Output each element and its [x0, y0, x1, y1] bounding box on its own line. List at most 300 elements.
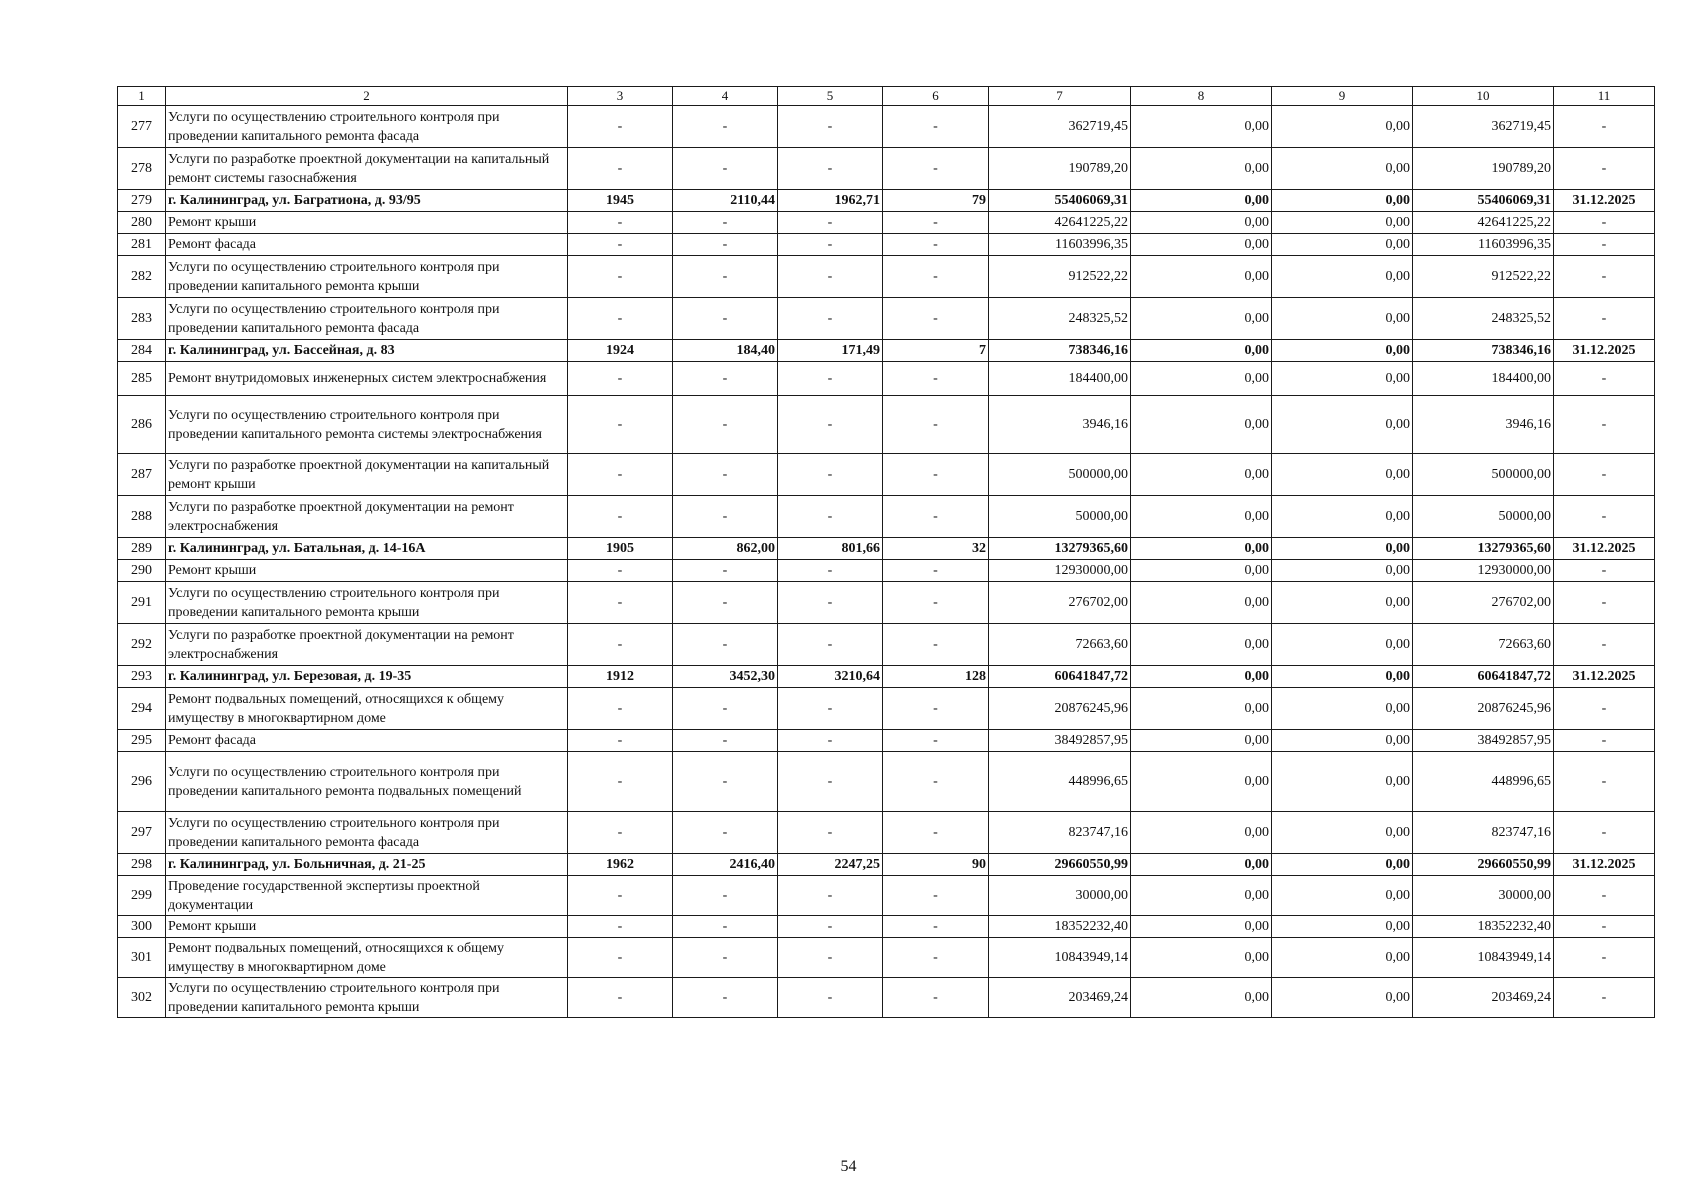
- year-built: -: [568, 812, 673, 854]
- work-row: [118, 582, 1655, 624]
- year-built: -: [568, 496, 673, 538]
- work-row: [118, 396, 1655, 454]
- cost-col-8: 0,00: [1131, 362, 1272, 396]
- work-name: Услуги по осуществлению строительного контроля при проведении капитального ремонта крыши: [166, 582, 568, 624]
- work-name: Ремонт внутридомовых инженерных систем электроснабжения: [166, 362, 568, 396]
- residents: -: [883, 212, 989, 234]
- cost-col-8: 0,00: [1131, 106, 1272, 148]
- row-index: 277: [118, 106, 166, 148]
- column-number: 4: [673, 87, 778, 106]
- residents: -: [883, 362, 989, 396]
- work-row: [118, 212, 1655, 234]
- cost-col-8: 0,00: [1131, 396, 1272, 454]
- completion-date: 31.12.2025: [1554, 538, 1655, 560]
- year-built: -: [568, 560, 673, 582]
- cost-col-10: 184400,00: [1413, 362, 1554, 396]
- cost-col-10: 912522,22: [1413, 256, 1554, 298]
- living-area: -: [778, 876, 883, 916]
- completion-date: -: [1554, 752, 1655, 812]
- cost-col-8: 0,00: [1131, 916, 1272, 938]
- year-built: -: [568, 396, 673, 454]
- work-row: [118, 496, 1655, 538]
- residents: 90: [883, 854, 989, 876]
- column-number: 11: [1554, 87, 1655, 106]
- row-index: 289: [118, 538, 166, 560]
- cost-col-8: 0,00: [1131, 624, 1272, 666]
- completion-date: -: [1554, 876, 1655, 916]
- residents: 128: [883, 666, 989, 688]
- cost-col-9: 0,00: [1272, 978, 1413, 1018]
- residents: -: [883, 812, 989, 854]
- work-row: [118, 916, 1655, 938]
- cost-col-8: 0,00: [1131, 190, 1272, 212]
- living-area: -: [778, 752, 883, 812]
- cost-col-10: 448996,65: [1413, 752, 1554, 812]
- table-body: [118, 87, 1655, 1018]
- cost-col-8: 0,00: [1131, 340, 1272, 362]
- cost-col-9: 0,00: [1272, 340, 1413, 362]
- cost-col-8: 0,00: [1131, 812, 1272, 854]
- cost-col-8: 0,00: [1131, 854, 1272, 876]
- year-built: 1924: [568, 340, 673, 362]
- row-index: 297: [118, 812, 166, 854]
- total-cost: 29660550,99: [989, 854, 1131, 876]
- row-index: 282: [118, 256, 166, 298]
- work-name: Ремонт подвальных помещений, относящихся к общему имуществу в многоквартирном доме: [166, 938, 568, 978]
- total-cost: 18352232,40: [989, 916, 1131, 938]
- total-area: -: [673, 876, 778, 916]
- completion-date: 31.12.2025: [1554, 854, 1655, 876]
- work-name: Услуги по осуществлению строительного контроля при проведении капитального ремонта подвальных помещений: [166, 752, 568, 812]
- work-name: Ремонт крыши: [166, 560, 568, 582]
- year-built: -: [568, 730, 673, 752]
- row-index: 293: [118, 666, 166, 688]
- work-name: г. Калининград, ул. Багратиона, д. 93/95: [166, 190, 568, 212]
- total-area: -: [673, 396, 778, 454]
- living-area: -: [778, 560, 883, 582]
- total-area: -: [673, 106, 778, 148]
- total-cost: 55406069,31: [989, 190, 1131, 212]
- completion-date: -: [1554, 582, 1655, 624]
- column-number: 5: [778, 87, 883, 106]
- residents: -: [883, 496, 989, 538]
- completion-date: -: [1554, 730, 1655, 752]
- residents: 7: [883, 340, 989, 362]
- residents: -: [883, 582, 989, 624]
- work-row: [118, 362, 1655, 396]
- cost-col-10: 738346,16: [1413, 340, 1554, 362]
- completion-date: -: [1554, 256, 1655, 298]
- work-name: Услуги по разработке проектной документации на капитальный ремонт системы газоснабжения: [166, 148, 568, 190]
- page-number: 54: [840, 1158, 857, 1175]
- cost-col-10: 11603996,35: [1413, 234, 1554, 256]
- row-index: 300: [118, 916, 166, 938]
- residents: -: [883, 624, 989, 666]
- address-row: [118, 538, 1655, 560]
- completion-date: -: [1554, 396, 1655, 454]
- row-index: 288: [118, 496, 166, 538]
- cost-col-10: 50000,00: [1413, 496, 1554, 538]
- total-cost: 12930000,00: [989, 560, 1131, 582]
- residents: -: [883, 560, 989, 582]
- work-name: Услуги по осуществлению строительного контроля при проведении капитального ремонта фасада: [166, 298, 568, 340]
- cost-col-10: 203469,24: [1413, 978, 1554, 1018]
- cost-col-8: 0,00: [1131, 298, 1272, 340]
- year-built: -: [568, 916, 673, 938]
- cost-col-10: 20876245,96: [1413, 688, 1554, 730]
- cost-col-10: 248325,52: [1413, 298, 1554, 340]
- work-name: Услуги по осуществлению строительного контроля при проведении капитального ремонта крыши: [166, 256, 568, 298]
- year-built: -: [568, 752, 673, 812]
- cost-col-9: 0,00: [1272, 752, 1413, 812]
- completion-date: -: [1554, 454, 1655, 496]
- total-area: 2110,44: [673, 190, 778, 212]
- work-name: г. Калининград, ул. Бассейная, д. 83: [166, 340, 568, 362]
- year-built: 1945: [568, 190, 673, 212]
- completion-date: -: [1554, 362, 1655, 396]
- cost-col-8: 0,00: [1131, 234, 1272, 256]
- total-cost: 60641847,72: [989, 666, 1131, 688]
- cost-col-8: 0,00: [1131, 148, 1272, 190]
- residents: -: [883, 396, 989, 454]
- row-index: 280: [118, 212, 166, 234]
- work-row: [118, 752, 1655, 812]
- work-name: Проведение государственной экспертизы проектной документации: [166, 876, 568, 916]
- completion-date: -: [1554, 560, 1655, 582]
- cost-col-9: 0,00: [1272, 812, 1413, 854]
- residents: -: [883, 256, 989, 298]
- year-built: -: [568, 256, 673, 298]
- completion-date: -: [1554, 938, 1655, 978]
- total-cost: 50000,00: [989, 496, 1131, 538]
- cost-col-9: 0,00: [1272, 624, 1413, 666]
- living-area: -: [778, 106, 883, 148]
- cost-col-10: 10843949,14: [1413, 938, 1554, 978]
- capital-repair-table: [117, 86, 1655, 1018]
- work-name: Услуги по осуществлению строительного контроля при проведении капитального ремонта фасада: [166, 812, 568, 854]
- residents: -: [883, 454, 989, 496]
- living-area: -: [778, 256, 883, 298]
- cost-col-8: 0,00: [1131, 212, 1272, 234]
- row-index: 279: [118, 190, 166, 212]
- living-area: 2247,25: [778, 854, 883, 876]
- cost-col-9: 0,00: [1272, 190, 1413, 212]
- total-cost: 276702,00: [989, 582, 1131, 624]
- living-area: -: [778, 496, 883, 538]
- address-row: [118, 340, 1655, 362]
- cost-col-9: 0,00: [1272, 212, 1413, 234]
- work-row: [118, 256, 1655, 298]
- living-area: -: [778, 688, 883, 730]
- residents: -: [883, 916, 989, 938]
- year-built: -: [568, 298, 673, 340]
- living-area: -: [778, 916, 883, 938]
- work-row: [118, 624, 1655, 666]
- residents: -: [883, 298, 989, 340]
- total-area: -: [673, 256, 778, 298]
- row-index: 283: [118, 298, 166, 340]
- total-area: -: [673, 560, 778, 582]
- completion-date: -: [1554, 624, 1655, 666]
- total-area: -: [673, 234, 778, 256]
- residents: -: [883, 234, 989, 256]
- cost-col-9: 0,00: [1272, 496, 1413, 538]
- row-index: 287: [118, 454, 166, 496]
- total-cost: 912522,22: [989, 256, 1131, 298]
- living-area: -: [778, 298, 883, 340]
- work-row: [118, 730, 1655, 752]
- completion-date: -: [1554, 212, 1655, 234]
- cost-col-10: 13279365,60: [1413, 538, 1554, 560]
- total-cost: 30000,00: [989, 876, 1131, 916]
- cost-col-9: 0,00: [1272, 560, 1413, 582]
- year-built: 1962: [568, 854, 673, 876]
- work-row: [118, 298, 1655, 340]
- cost-col-9: 0,00: [1272, 538, 1413, 560]
- total-cost: 3946,16: [989, 396, 1131, 454]
- total-area: -: [673, 362, 778, 396]
- row-index: 296: [118, 752, 166, 812]
- cost-col-10: 12930000,00: [1413, 560, 1554, 582]
- total-cost: 72663,60: [989, 624, 1131, 666]
- living-area: 801,66: [778, 538, 883, 560]
- total-area: -: [673, 212, 778, 234]
- column-number: 6: [883, 87, 989, 106]
- total-area: -: [673, 812, 778, 854]
- row-index: 298: [118, 854, 166, 876]
- row-index: 295: [118, 730, 166, 752]
- column-number: 3: [568, 87, 673, 106]
- total-area: -: [673, 752, 778, 812]
- total-area: -: [673, 298, 778, 340]
- total-area: -: [673, 688, 778, 730]
- column-number: 1: [118, 87, 166, 106]
- row-index: 278: [118, 148, 166, 190]
- completion-date: -: [1554, 496, 1655, 538]
- column-number: 9: [1272, 87, 1413, 106]
- living-area: -: [778, 396, 883, 454]
- total-cost: 42641225,22: [989, 212, 1131, 234]
- residents: -: [883, 730, 989, 752]
- living-area: -: [778, 938, 883, 978]
- work-name: Услуги по разработке проектной документации на ремонт электроснабжения: [166, 496, 568, 538]
- work-row: [118, 876, 1655, 916]
- cost-col-9: 0,00: [1272, 854, 1413, 876]
- year-built: -: [568, 212, 673, 234]
- cost-col-8: 0,00: [1131, 876, 1272, 916]
- residents: -: [883, 752, 989, 812]
- work-name: Ремонт крыши: [166, 916, 568, 938]
- cost-col-8: 0,00: [1131, 538, 1272, 560]
- living-area: 1962,71: [778, 190, 883, 212]
- completion-date: -: [1554, 148, 1655, 190]
- cost-col-10: 72663,60: [1413, 624, 1554, 666]
- row-index: 281: [118, 234, 166, 256]
- cost-col-10: 823747,16: [1413, 812, 1554, 854]
- total-cost: 13279365,60: [989, 538, 1131, 560]
- cost-col-10: 276702,00: [1413, 582, 1554, 624]
- residents: -: [883, 938, 989, 978]
- residents: -: [883, 148, 989, 190]
- completion-date: -: [1554, 298, 1655, 340]
- year-built: 1905: [568, 538, 673, 560]
- column-number: 10: [1413, 87, 1554, 106]
- total-area: -: [673, 148, 778, 190]
- work-name: Ремонт фасада: [166, 234, 568, 256]
- cost-col-9: 0,00: [1272, 234, 1413, 256]
- year-built: -: [568, 582, 673, 624]
- work-name: Ремонт крыши: [166, 212, 568, 234]
- living-area: -: [778, 454, 883, 496]
- total-cost: 448996,65: [989, 752, 1131, 812]
- total-area: 3452,30: [673, 666, 778, 688]
- living-area: -: [778, 730, 883, 752]
- year-built: -: [568, 234, 673, 256]
- cost-col-8: 0,00: [1131, 730, 1272, 752]
- year-built: -: [568, 978, 673, 1018]
- cost-col-9: 0,00: [1272, 730, 1413, 752]
- completion-date: -: [1554, 234, 1655, 256]
- living-area: -: [778, 362, 883, 396]
- year-built: -: [568, 454, 673, 496]
- residents: -: [883, 876, 989, 916]
- total-area: -: [673, 730, 778, 752]
- total-cost: 738346,16: [989, 340, 1131, 362]
- total-cost: 823747,16: [989, 812, 1131, 854]
- column-number: 8: [1131, 87, 1272, 106]
- residents: 79: [883, 190, 989, 212]
- cost-col-10: 18352232,40: [1413, 916, 1554, 938]
- year-built: -: [568, 362, 673, 396]
- completion-date: -: [1554, 916, 1655, 938]
- completion-date: 31.12.2025: [1554, 666, 1655, 688]
- work-name: г. Калининград, ул. Больничная, д. 21-25: [166, 854, 568, 876]
- address-row: [118, 190, 1655, 212]
- total-cost: 11603996,35: [989, 234, 1131, 256]
- cost-col-9: 0,00: [1272, 256, 1413, 298]
- completion-date: -: [1554, 812, 1655, 854]
- cost-col-8: 0,00: [1131, 496, 1272, 538]
- residents: -: [883, 106, 989, 148]
- cost-col-8: 0,00: [1131, 688, 1272, 730]
- column-number: 2: [166, 87, 568, 106]
- row-index: 285: [118, 362, 166, 396]
- cost-col-10: 3946,16: [1413, 396, 1554, 454]
- completion-date: -: [1554, 106, 1655, 148]
- total-cost: 248325,52: [989, 298, 1131, 340]
- year-built: -: [568, 938, 673, 978]
- cost-col-8: 0,00: [1131, 560, 1272, 582]
- cost-col-10: 30000,00: [1413, 876, 1554, 916]
- row-index: 292: [118, 624, 166, 666]
- work-row: [118, 812, 1655, 854]
- cost-col-8: 0,00: [1131, 666, 1272, 688]
- work-row: [118, 688, 1655, 730]
- total-cost: 20876245,96: [989, 688, 1131, 730]
- work-name: Услуги по разработке проектной документации на капитальный ремонт крыши: [166, 454, 568, 496]
- cost-col-8: 0,00: [1131, 582, 1272, 624]
- cost-col-8: 0,00: [1131, 978, 1272, 1018]
- row-index: 302: [118, 978, 166, 1018]
- cost-col-10: 190789,20: [1413, 148, 1554, 190]
- year-built: -: [568, 624, 673, 666]
- cost-col-9: 0,00: [1272, 148, 1413, 190]
- column-number-row: [118, 87, 1655, 106]
- row-index: 284: [118, 340, 166, 362]
- total-area: 184,40: [673, 340, 778, 362]
- address-row: [118, 854, 1655, 876]
- completion-date: -: [1554, 688, 1655, 730]
- total-area: -: [673, 938, 778, 978]
- work-row: [118, 560, 1655, 582]
- living-area: 171,49: [778, 340, 883, 362]
- total-area: -: [673, 496, 778, 538]
- total-area: -: [673, 582, 778, 624]
- year-built: -: [568, 876, 673, 916]
- year-built: -: [568, 688, 673, 730]
- work-row: [118, 978, 1655, 1018]
- total-cost: 362719,45: [989, 106, 1131, 148]
- cost-col-10: 362719,45: [1413, 106, 1554, 148]
- total-area: 2416,40: [673, 854, 778, 876]
- cost-col-8: 0,00: [1131, 938, 1272, 978]
- row-index: 286: [118, 396, 166, 454]
- total-cost: 38492857,95: [989, 730, 1131, 752]
- cost-col-8: 0,00: [1131, 454, 1272, 496]
- address-row: [118, 666, 1655, 688]
- row-index: 294: [118, 688, 166, 730]
- cost-col-8: 0,00: [1131, 256, 1272, 298]
- living-area: -: [778, 812, 883, 854]
- cost-col-10: 55406069,31: [1413, 190, 1554, 212]
- total-area: 862,00: [673, 538, 778, 560]
- completion-date: 31.12.2025: [1554, 340, 1655, 362]
- cost-col-10: 38492857,95: [1413, 730, 1554, 752]
- year-built: 1912: [568, 666, 673, 688]
- living-area: -: [778, 234, 883, 256]
- cost-col-10: 42641225,22: [1413, 212, 1554, 234]
- living-area: 3210,64: [778, 666, 883, 688]
- total-cost: 203469,24: [989, 978, 1131, 1018]
- row-index: 299: [118, 876, 166, 916]
- total-area: -: [673, 454, 778, 496]
- residents: -: [883, 978, 989, 1018]
- completion-date: 31.12.2025: [1554, 190, 1655, 212]
- row-index: 291: [118, 582, 166, 624]
- work-row: [118, 148, 1655, 190]
- work-name: г. Калининград, ул. Березовая, д. 19-35: [166, 666, 568, 688]
- row-index: 290: [118, 560, 166, 582]
- work-row: [118, 234, 1655, 256]
- cost-col-9: 0,00: [1272, 938, 1413, 978]
- living-area: -: [778, 978, 883, 1018]
- cost-col-9: 0,00: [1272, 916, 1413, 938]
- living-area: -: [778, 624, 883, 666]
- living-area: -: [778, 212, 883, 234]
- total-cost: 190789,20: [989, 148, 1131, 190]
- total-cost: 500000,00: [989, 454, 1131, 496]
- cost-col-9: 0,00: [1272, 362, 1413, 396]
- work-name: Услуги по осуществлению строительного контроля при проведении капитального ремонта системы электроснабжения: [166, 396, 568, 454]
- residents: 32: [883, 538, 989, 560]
- work-name: Услуги по разработке проектной документации на ремонт электроснабжения: [166, 624, 568, 666]
- cost-col-9: 0,00: [1272, 876, 1413, 916]
- cost-col-9: 0,00: [1272, 454, 1413, 496]
- cost-col-9: 0,00: [1272, 688, 1413, 730]
- cost-col-9: 0,00: [1272, 396, 1413, 454]
- total-area: -: [673, 916, 778, 938]
- residents: -: [883, 688, 989, 730]
